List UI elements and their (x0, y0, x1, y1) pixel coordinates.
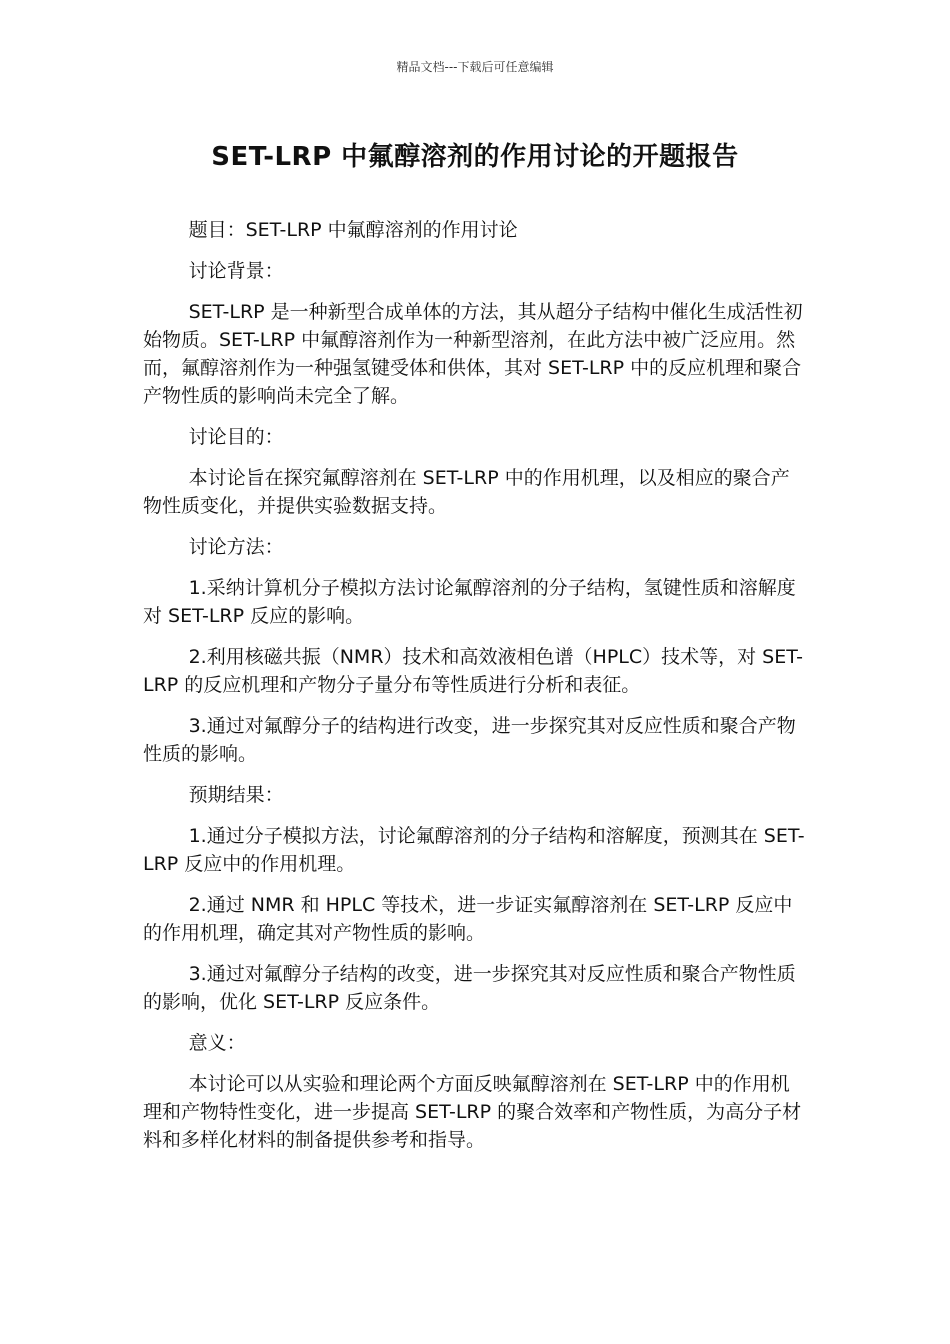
page-header: 精品文档---下载后可任意编辑 (396, 60, 554, 74)
paragraph-result-1: 1.通过分子模拟方法，讨论氟醇溶剂的分子结构和溶解度，预测其在 SET-LRP 反应中的作用机理。 (143, 825, 805, 875)
paragraph-method-3: 3.通过对氟醇分子的结构进行改变，进一步探究其对反应性质和聚合产物性质的影响。 (143, 715, 796, 765)
paragraph-background: SET-LRP 是一种新型合成单体的方法，其从超分子结构中催化生成活性初始物质。SET-LRP 中氟醇溶剂作为一种新型溶剂，在此方法中被广泛应用。然而，氟醇溶剂作为一种强氢键受体和供体，其对 SET-LRP 中的反应机理和聚合产物性质的影响尚未完全了解。 (143, 301, 803, 407)
paragraph-result-2: 2.通过 NMR 和 HPLC 等技术，进一步证实氟醇溶剂在 SET-LRP 反应中的作用机理，确定其对产物性质的影响。 (143, 894, 793, 944)
heading-expected-results: 预期结果： (188, 784, 284, 806)
paragraph-topic: 题目：SET-LRP 中氟醇溶剂的作用讨论 (188, 219, 518, 241)
paragraph-significance: 本讨论可以从实验和理论两个方面反映氟醇溶剂在 SET-LRP 中的作用机理和产物特性变化，进一步提高 SET-LRP 的聚合效率和产物性质，为高分子材料和多样化材料的制备提供参考和指导。 (143, 1073, 802, 1151)
document-title: SET-LRP 中氟醇溶剂的作用讨论的开题报告 (211, 142, 739, 172)
paragraph-method-1: 1.采纳计算机分子模拟方法讨论氟醇溶剂的分子结构，氢键性质和溶解度对 SET-LRP 反应的影响。 (143, 577, 796, 627)
heading-purpose: 讨论目的： (188, 426, 284, 448)
document-body (143, 216, 808, 1167)
paragraph-purpose: 本讨论旨在探究氟醇溶剂在 SET-LRP 中的作用机理，以及相应的聚合产物性质变化，并提供实验数据支持。 (143, 467, 790, 517)
paragraph-result-3: 3.通过对氟醇分子结构的改变，进一步探究其对反应性质和聚合产物性质的影响，优化 SET-LRP 反应条件。 (143, 963, 796, 1013)
heading-significance: 意义： (188, 1032, 246, 1054)
heading-methods: 讨论方法： (188, 536, 284, 558)
heading-background: 讨论背景： (188, 260, 284, 282)
paragraph-method-2: 2.利用核磁共振（NMR）技术和高效液相色谱（HPLC）技术等，对 SET-LRP 的反应机理和产物分子量分布等性质进行分析和表征。 (143, 646, 803, 696)
